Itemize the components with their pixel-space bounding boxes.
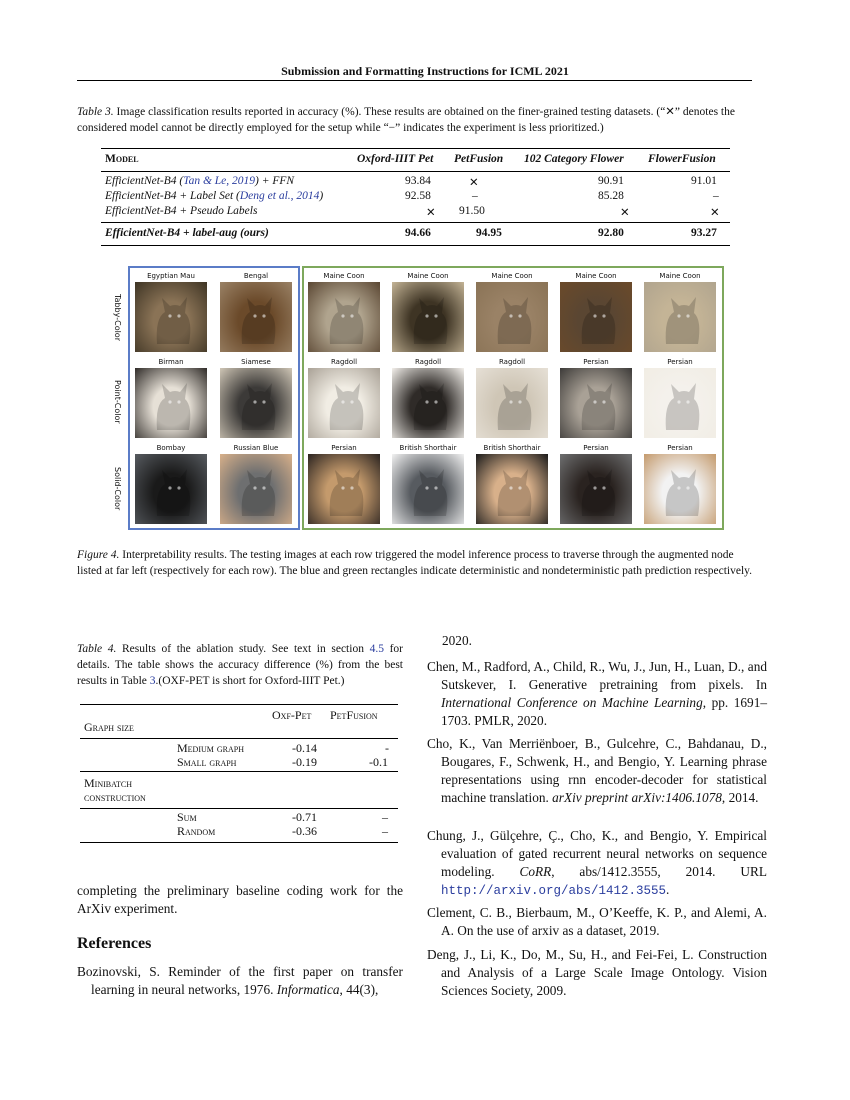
cat-photo — [476, 368, 548, 438]
cat-photo-graphic — [220, 368, 292, 438]
table3-col-flower: 102 Category Flower — [524, 153, 624, 165]
table3 — [101, 148, 730, 246]
row-label-solid: Solid-Color — [113, 467, 122, 511]
table4 — [80, 704, 398, 844]
cell-flowerfusion: – — [713, 190, 719, 202]
ref-url-link[interactable]: http://arxiv.org/abs/1412.3555 — [441, 884, 667, 898]
cell-oxford: ✕ — [426, 205, 436, 219]
breed-label: Bengal — [243, 272, 269, 280]
cell-petfusion: 91.50 — [459, 205, 485, 217]
cat-photo-graphic — [135, 454, 207, 524]
table4-medium-v2: - — [385, 741, 389, 755]
best-flowerfusion: 93.27 — [691, 227, 717, 239]
table4-caption-label: Table 4. — [77, 643, 117, 655]
ref-venue: CoRR — [519, 864, 552, 879]
cat-photo-graphic — [560, 282, 632, 352]
table3-col-model: Model — [105, 153, 139, 165]
table4-sum-v2: – — [382, 810, 388, 824]
breed-label: Persian — [667, 444, 693, 452]
breed-label: Maine Coon — [575, 272, 617, 280]
cat-photo-graphic — [308, 454, 380, 524]
table4-random-v1: -0.36 — [292, 824, 317, 838]
left-paragraph: completing the preliminary baseline coding work for the ArXiv experiment. — [77, 883, 403, 916]
ref-text-end: , 44(3), — [339, 982, 379, 997]
best-oxford: 94.66 — [405, 227, 431, 239]
cat-photo — [476, 454, 548, 524]
table4-small-label: Small graph — [177, 755, 237, 769]
figure4-caption-label: Figure 4. — [77, 549, 120, 561]
cell-flower: ✕ — [620, 205, 630, 219]
ref-text: Chen, M., Radford, A., Child, R., Wu, J., Jun, H., Luan, D., and Sutskever, I. Generative pretraining from pixels. In — [427, 659, 767, 692]
ref-clement: Clement, C. B., Bierbaum, M., O’Keeffe, K. P., and Alemi, A. A. On the use of arxiv as a dataset, 2019. — [427, 905, 767, 938]
ref-text-end: , 2014. — [721, 790, 759, 805]
table3-best-row — [101, 223, 730, 245]
ref-text: Bozinovski, S. Reminder of the first paper on transfer learning in neural networks, 1976. — [77, 964, 403, 997]
ref-deng: Deng, J., Li, K., Do, M., Su, H., and Fei-Fei, L. Construction and Analysis of a Large Scale Image Ontology. Vision Sciences Society, 2009. — [427, 947, 767, 998]
table3-caption-label: Table 3. — [77, 106, 114, 118]
table4-caption-a: Results of the ablation study. See text in section — [116, 643, 370, 655]
cat-photo-graphic — [644, 368, 716, 438]
cat-photo-graphic — [392, 454, 464, 524]
breed-label: Persian — [667, 358, 693, 366]
figure4 — [110, 264, 725, 530]
table4-group-minibatch: Minibatch — [84, 776, 133, 790]
table3-body — [101, 172, 730, 222]
cell-oxford: 93.84 — [405, 175, 431, 187]
cat-photo — [135, 454, 207, 524]
breed-label: Egyptian Mau — [147, 272, 195, 280]
cat-photo — [392, 282, 464, 352]
table3-col-flowerfusion: FlowerFusion — [648, 153, 716, 165]
breed-label: Ragdoll — [498, 358, 526, 366]
table-link[interactable]: 3 — [149, 675, 156, 687]
ref-cho — [427, 735, 767, 807]
cell-flowerfusion: ✕ — [710, 205, 720, 219]
ref-continuation: 2020. — [442, 633, 472, 648]
breed-label: Russian Blue — [233, 444, 279, 452]
breed-label: Maine Coon — [323, 272, 365, 280]
ref-bozinovski — [77, 963, 403, 999]
table-row — [105, 175, 294, 187]
cell-flower: 85.28 — [598, 190, 624, 202]
cat-photo — [135, 282, 207, 352]
section-link[interactable]: 4.5 — [369, 643, 384, 655]
cat-photo-graphic — [644, 454, 716, 524]
best-petfusion: 94.95 — [476, 227, 502, 239]
row-model-post: ) + FFN — [255, 175, 295, 187]
running-header: Submission and Formatting Instructions for ICML 2021 — [281, 64, 569, 78]
table3-col-petfusion: PetFusion — [454, 153, 504, 165]
table-row — [105, 205, 257, 217]
ref-text: Chung, J., Gülçehre, Ç., Cho, K., and Bengio, Y. Empirical evaluation of gated recurrent neural networks on sequence modeling. — [427, 828, 767, 879]
figure4-caption-text: Interpretability results. The testing images at each row triggered the model inference process to traverse through the augmented node listed at far left (respectively for each row). The blue and green rectangles indicate deterministic and nondeterministic path prediction respectively. — [77, 549, 753, 577]
cell-petfusion: ✕ — [469, 175, 479, 189]
breed-label: Ragdoll — [330, 358, 358, 366]
row-model-pre: EfficientNet-B4 ( — [105, 175, 184, 187]
cat-photo — [308, 282, 380, 352]
ref-chen — [427, 658, 767, 730]
row-model-pre: EfficientNet-B4 + Label Set ( — [105, 190, 240, 202]
ref-venue: International Conference on Machine Learning — [441, 695, 703, 710]
cat-photo-graphic — [392, 282, 464, 352]
row-model-pre: EfficientNet-B4 + Pseudo Labels — [105, 205, 258, 217]
table4-sum-v1: -0.71 — [292, 810, 317, 824]
cat-photo — [220, 282, 292, 352]
citation-link[interactable]: Deng et al., 2014 — [239, 190, 320, 202]
breed-label: British Shorthair — [483, 444, 541, 452]
breed-label: Siamese — [241, 358, 271, 366]
breed-label: Persian — [583, 358, 609, 366]
cell-petfusion: – — [472, 190, 478, 202]
figure4-caption — [77, 547, 753, 579]
table4-medium-label: Medium graph — [177, 741, 245, 755]
breed-label: British Shorthair — [399, 444, 457, 452]
table4-random-v2: – — [382, 824, 388, 838]
cat-photo-graphic — [308, 282, 380, 352]
ref-text-end: , pp. 1691–1703. PMLR, 2020. — [441, 695, 767, 728]
cat-photo-graphic — [135, 368, 207, 438]
breed-label: Bombay — [156, 444, 186, 452]
breed-label: Maine Coon — [407, 272, 449, 280]
cat-photo-graphic — [308, 368, 380, 438]
cat-photo-graphic — [135, 282, 207, 352]
best-model: EfficientNet-B4 + label-aug (ours) — [105, 227, 269, 239]
breed-label: Maine Coon — [659, 272, 701, 280]
table4-random-label: Random — [177, 824, 216, 838]
table3-caption — [77, 104, 753, 136]
table3-col-oxford: Oxford-IIIT Pet — [357, 153, 434, 165]
cat-photo-graphic — [392, 368, 464, 438]
cat-photo — [560, 282, 632, 352]
row-label-point: Point-Color — [113, 380, 122, 424]
cat-photo — [308, 454, 380, 524]
table3-header-row — [101, 149, 730, 171]
cat-photo — [644, 368, 716, 438]
cell-flowerfusion: 91.01 — [691, 175, 717, 187]
cat-photo — [220, 368, 292, 438]
table4-small-v2: -0.1 — [369, 755, 388, 769]
cat-photo-graphic — [476, 282, 548, 352]
citation-link[interactable]: Tan & Le, 2019 — [183, 175, 256, 187]
best-flower: 92.80 — [598, 227, 624, 239]
cat-photo — [644, 282, 716, 352]
cat-photo — [560, 454, 632, 524]
cat-photo — [560, 368, 632, 438]
cat-photo — [308, 368, 380, 438]
table-row — [105, 190, 323, 202]
cat-photo-graphic — [220, 454, 292, 524]
table4-group-construction: construction — [84, 790, 146, 804]
cat-photo — [220, 454, 292, 524]
references-heading: References — [77, 935, 152, 952]
breed-label: Persian — [331, 444, 357, 452]
table4-small-v1: -0.19 — [292, 755, 317, 769]
breed-label: Persian — [583, 444, 609, 452]
cell-flower: 90.91 — [598, 175, 624, 187]
table4-medium-v1: -0.14 — [292, 741, 317, 755]
cat-photo-graphic — [476, 368, 548, 438]
table4-sum-label: Sum — [177, 810, 197, 824]
ref-chung — [427, 827, 767, 900]
table4-caption — [77, 641, 403, 689]
table4-caption-c: .(OXF-PET is short for Oxford-IIIT Pet.) — [155, 675, 345, 687]
breed-label: Maine Coon — [491, 272, 533, 280]
cat-photo — [644, 454, 716, 524]
ref-venue: arXiv preprint arXiv:1406.1078 — [552, 790, 722, 805]
cat-photo-graphic — [220, 282, 292, 352]
table3-caption-text: Image classification results reported in accuracy (%). These results are obtained on the finer-grained testing datasets. (“✕” denotes the considered model cannot be directly employed for the setup while “−” indicates the experiment is less prioritized.) — [77, 106, 735, 134]
table4-col-oxf: Oxf-Pet — [272, 708, 312, 722]
table4-caption-b: for details. The table shows the accuracy difference (%) from the best results in Table — [77, 643, 403, 687]
breed-label: Birman — [158, 358, 184, 366]
cat-photo-graphic — [476, 454, 548, 524]
cat-photo — [476, 282, 548, 352]
cat-photo-graphic — [560, 368, 632, 438]
cat-photo — [135, 368, 207, 438]
ref-venue: Informatica — [276, 982, 340, 997]
table4-col-petfusion: PetFusion — [330, 708, 378, 722]
ref-text-end: . — [666, 882, 670, 897]
ref-text-mid: , abs/1412.3555, 2014. URL — [551, 864, 767, 879]
ref-text: Cho, K., Van Merriënboer, B., Gulcehre, C., Bahdanau, D., Bougares, F., Schwenk, H., and Bengio, Y. Learning phrase representations using rnn encoder-decoder for statistical machine translation. — [427, 736, 767, 805]
table4-group-graph: Graph size — [84, 720, 134, 734]
cell-oxford: 92.58 — [405, 190, 431, 202]
breed-label: Ragdoll — [414, 358, 442, 366]
cat-photo-graphic — [644, 282, 716, 352]
cat-photo — [392, 454, 464, 524]
row-label-tabby: Tabby-Color — [113, 294, 122, 341]
cat-photo-graphic — [560, 454, 632, 524]
row-model-post: ) — [319, 190, 324, 202]
header-rule — [77, 80, 752, 81]
cat-photo — [392, 368, 464, 438]
